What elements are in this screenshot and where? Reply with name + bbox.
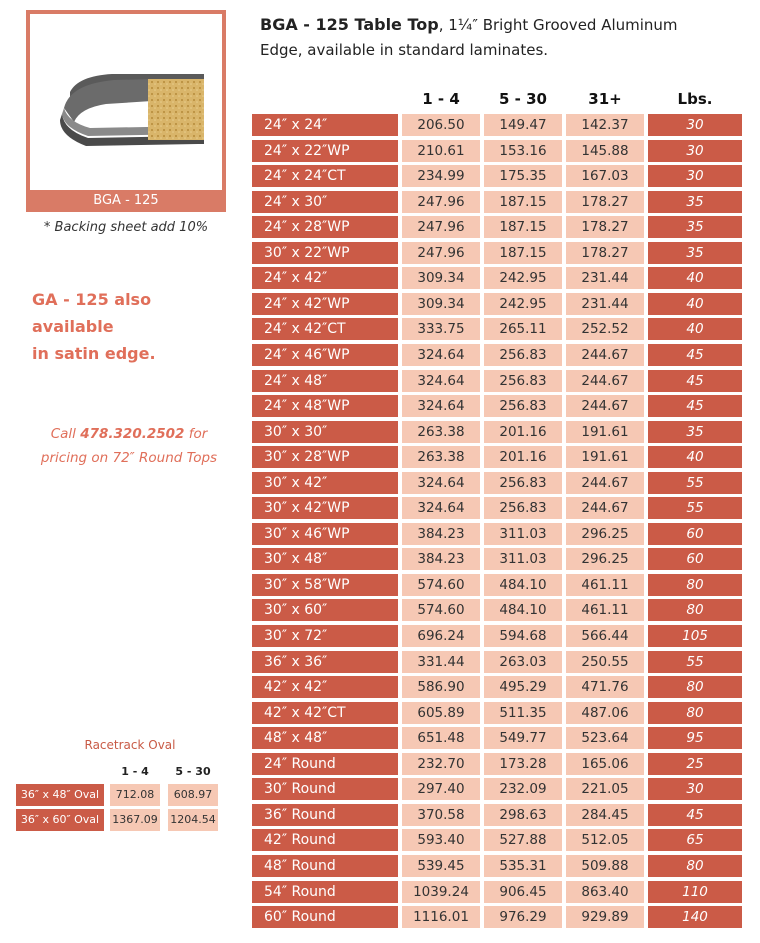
row-size-label: 24″ x 42″WP: [252, 293, 398, 315]
price-1-4: 593.40: [402, 829, 480, 851]
weight-lbs: 80: [648, 702, 742, 724]
row-size-label: 30″ x 30″: [252, 421, 398, 443]
price-1-4: 1039.24: [402, 881, 480, 903]
row-size-label: 24″ x 46″WP: [252, 344, 398, 366]
price-31plus: 461.11: [566, 574, 644, 596]
price-5-30: 242.95: [484, 293, 562, 315]
row-size-label: 36″ Round: [252, 804, 398, 826]
price-5-30: 173.28: [484, 753, 562, 775]
price-31plus: 178.27: [566, 216, 644, 238]
price-5-30: 149.47: [484, 114, 562, 136]
price-5-30: 153.16: [484, 140, 562, 162]
price-31plus: 244.67: [566, 472, 644, 494]
row-size-label: 24″ x 24″CT: [252, 165, 398, 187]
row-size-label: 48″ Round: [252, 855, 398, 877]
price-1-4: 333.75: [402, 318, 480, 340]
call-note-line1: [24, 422, 234, 446]
weight-lbs: 30: [648, 165, 742, 187]
price-1-4: 574.60: [402, 599, 480, 621]
price-31plus: 863.40: [566, 881, 644, 903]
price-31plus: 244.67: [566, 344, 644, 366]
row-size-label: 24″ x 48″: [252, 370, 398, 392]
price-5-30: 311.03: [484, 548, 562, 570]
price-5-30: 256.83: [484, 472, 562, 494]
price-31plus: 191.61: [566, 446, 644, 468]
col-head-31plus: 31+: [588, 90, 622, 108]
price-5-30: 511.35: [484, 702, 562, 724]
weight-lbs: 80: [648, 599, 742, 621]
price-5-30: 535.31: [484, 855, 562, 877]
price-1-4: 309.34: [402, 293, 480, 315]
product-image: [30, 14, 222, 190]
weight-lbs: 105: [648, 625, 742, 647]
price-31plus: 250.55: [566, 651, 644, 673]
price-1-4: 297.40: [402, 778, 480, 800]
oval-col-head: 1 - 4: [121, 765, 149, 778]
price-31plus: 231.44: [566, 267, 644, 289]
satin-note-line1: GA - 125 also available: [32, 290, 152, 336]
weight-lbs: 95: [648, 727, 742, 749]
price-31plus: 231.44: [566, 293, 644, 315]
row-size-label: 30″ x 22″WP: [252, 242, 398, 264]
title-bold: BGA - 125 Table Top: [260, 15, 439, 34]
page-title: [260, 12, 740, 63]
price-5-30: 201.16: [484, 421, 562, 443]
weight-lbs: 110: [648, 881, 742, 903]
price-5-30: 263.03: [484, 651, 562, 673]
col-head-lbs: Lbs.: [677, 90, 713, 108]
weight-lbs: 60: [648, 523, 742, 545]
call-prefix: Call: [50, 426, 81, 442]
weight-lbs: 40: [648, 318, 742, 340]
weight-lbs: 45: [648, 344, 742, 366]
price-5-30: 527.88: [484, 829, 562, 851]
price-1-4: 605.89: [402, 702, 480, 724]
price-5-30: 256.83: [484, 497, 562, 519]
price-31plus: 471.76: [566, 676, 644, 698]
price-31plus: 178.27: [566, 191, 644, 213]
price-31plus: 566.44: [566, 625, 644, 647]
row-size-label: 42″ x 42″CT: [252, 702, 398, 724]
price-1-4: 324.64: [402, 497, 480, 519]
price-1-4: 247.96: [402, 242, 480, 264]
weight-lbs: 40: [648, 267, 742, 289]
price-1-4: 331.44: [402, 651, 480, 673]
row-size-label: 24″ x 24″: [252, 114, 398, 136]
weight-lbs: 35: [648, 216, 742, 238]
call-note-line2: pricing on 72″ Round Tops: [40, 450, 218, 466]
product-caption: BGA - 125: [93, 193, 159, 208]
call-note: [24, 422, 234, 470]
price-1-4: 384.23: [402, 548, 480, 570]
price-1-4: 384.23: [402, 523, 480, 545]
oval-size-label: 36″ x 48″ Oval: [16, 784, 104, 806]
price-31plus: 929.89: [566, 906, 644, 928]
price-5-30: 484.10: [484, 599, 562, 621]
price-1-4: 324.64: [402, 370, 480, 392]
price-31plus: 252.52: [566, 318, 644, 340]
price-5-30: 187.15: [484, 191, 562, 213]
price-31plus: 244.67: [566, 497, 644, 519]
oval-price-5-30: 608.97: [168, 784, 218, 806]
price-5-30: 256.83: [484, 344, 562, 366]
satin-note-line2: in satin edge.: [32, 344, 156, 363]
call-suffix: for: [184, 426, 208, 442]
row-size-label: 42″ Round: [252, 829, 398, 851]
oval-price-1-4: 712.08: [110, 784, 160, 806]
weight-lbs: 55: [648, 651, 742, 673]
weight-lbs: 55: [648, 472, 742, 494]
price-5-30: 175.35: [484, 165, 562, 187]
price-5-30: 187.15: [484, 242, 562, 264]
title-line2: Edge, available in standard laminates.: [260, 41, 549, 59]
price-1-4: 206.50: [402, 114, 480, 136]
oval-price-1-4: 1367.09: [110, 809, 160, 831]
row-size-label: 42″ x 42″: [252, 676, 398, 698]
price-31plus: 145.88: [566, 140, 644, 162]
row-size-label: 54″ Round: [252, 881, 398, 903]
price-5-30: 311.03: [484, 523, 562, 545]
weight-lbs: 65: [648, 829, 742, 851]
price-1-4: 309.34: [402, 267, 480, 289]
weight-lbs: 45: [648, 804, 742, 826]
oval-title: Racetrack Oval: [84, 738, 176, 752]
price-1-4: 247.96: [402, 191, 480, 213]
price-5-30: 201.16: [484, 446, 562, 468]
row-size-label: 24″ x 42″: [252, 267, 398, 289]
weight-lbs: 35: [648, 421, 742, 443]
row-size-label: 30″ x 48″: [252, 548, 398, 570]
weight-lbs: 45: [648, 395, 742, 417]
price-5-30: 242.95: [484, 267, 562, 289]
weight-lbs: 45: [648, 370, 742, 392]
row-size-label: 24″ x 28″WP: [252, 216, 398, 238]
row-size-label: 24″ x 30″: [252, 191, 398, 213]
price-31plus: 244.67: [566, 370, 644, 392]
price-31plus: 178.27: [566, 242, 644, 264]
price-5-30: 484.10: [484, 574, 562, 596]
price-31plus: 523.64: [566, 727, 644, 749]
weight-lbs: 80: [648, 574, 742, 596]
weight-lbs: 60: [648, 548, 742, 570]
weight-lbs: 40: [648, 293, 742, 315]
weight-lbs: 55: [648, 497, 742, 519]
price-1-4: 1116.01: [402, 906, 480, 928]
price-1-4: 574.60: [402, 574, 480, 596]
price-1-4: 263.38: [402, 421, 480, 443]
weight-lbs: 40: [648, 446, 742, 468]
row-size-label: 36″ x 36″: [252, 651, 398, 673]
price-1-4: 232.70: [402, 753, 480, 775]
row-size-label: 30″ x 72″: [252, 625, 398, 647]
weight-lbs: 30: [648, 114, 742, 136]
row-size-label: 30″ x 28″WP: [252, 446, 398, 468]
price-31plus: 142.37: [566, 114, 644, 136]
price-5-30: 187.15: [484, 216, 562, 238]
weight-lbs: 80: [648, 676, 742, 698]
price-31plus: 221.05: [566, 778, 644, 800]
price-1-4: 247.96: [402, 216, 480, 238]
price-1-4: 210.61: [402, 140, 480, 162]
price-5-30: 256.83: [484, 395, 562, 417]
oval-size-label: 36″ x 60″ Oval: [16, 809, 104, 831]
weight-lbs: 25: [648, 753, 742, 775]
row-size-label: 30″ Round: [252, 778, 398, 800]
price-5-30: 976.29: [484, 906, 562, 928]
backing-note: * Backing sheet add 10%: [43, 220, 209, 235]
weight-lbs: 35: [648, 242, 742, 264]
row-size-label: 30″ x 42″: [252, 472, 398, 494]
col-head-5-30: 5 - 30: [499, 90, 547, 108]
weight-lbs: 35: [648, 191, 742, 213]
row-size-label: 30″ x 42″WP: [252, 497, 398, 519]
tabletop-sample-icon: [30, 14, 222, 190]
price-1-4: 370.58: [402, 804, 480, 826]
price-31plus: 461.11: [566, 599, 644, 621]
price-31plus: 296.25: [566, 548, 644, 570]
price-31plus: 487.06: [566, 702, 644, 724]
price-31plus: 284.45: [566, 804, 644, 826]
price-5-30: 549.77: [484, 727, 562, 749]
price-31plus: 296.25: [566, 523, 644, 545]
price-31plus: 165.06: [566, 753, 644, 775]
weight-lbs: 30: [648, 778, 742, 800]
price-31plus: 509.88: [566, 855, 644, 877]
row-size-label: 24″ x 48″WP: [252, 395, 398, 417]
oval-col-head: 5 - 30: [175, 765, 211, 778]
title-rest: , 1¼″ Bright Grooved Aluminum: [438, 16, 678, 34]
weight-lbs: 80: [648, 855, 742, 877]
price-1-4: 586.90: [402, 676, 480, 698]
row-size-label: 30″ x 46″WP: [252, 523, 398, 545]
col-head-1-4: 1 - 4: [422, 90, 460, 108]
price-5-30: 594.68: [484, 625, 562, 647]
price-1-4: 263.38: [402, 446, 480, 468]
price-31plus: 244.67: [566, 395, 644, 417]
price-5-30: 495.29: [484, 676, 562, 698]
price-31plus: 167.03: [566, 165, 644, 187]
price-1-4: 324.64: [402, 395, 480, 417]
product-card: [26, 10, 226, 212]
price-5-30: 298.63: [484, 804, 562, 826]
row-size-label: 24″ Round: [252, 753, 398, 775]
price-5-30: 265.11: [484, 318, 562, 340]
row-size-label: 60″ Round: [252, 906, 398, 928]
price-31plus: 191.61: [566, 421, 644, 443]
price-1-4: 539.45: [402, 855, 480, 877]
row-size-label: 30″ x 60″: [252, 599, 398, 621]
weight-lbs: 140: [648, 906, 742, 928]
oval-price-5-30: 1204.54: [168, 809, 218, 831]
price-5-30: 256.83: [484, 370, 562, 392]
row-size-label: 48″ x 48″: [252, 727, 398, 749]
price-1-4: 696.24: [402, 625, 480, 647]
price-1-4: 324.64: [402, 344, 480, 366]
price-5-30: 906.45: [484, 881, 562, 903]
price-1-4: 234.99: [402, 165, 480, 187]
phone-number[interactable]: 478.320.2502: [80, 426, 185, 442]
row-size-label: 24″ x 22″WP: [252, 140, 398, 162]
price-1-4: 324.64: [402, 472, 480, 494]
price-1-4: 651.48: [402, 727, 480, 749]
price-5-30: 232.09: [484, 778, 562, 800]
satin-edge-note: [32, 286, 232, 367]
price-31plus: 512.05: [566, 829, 644, 851]
row-size-label: 30″ x 58″WP: [252, 574, 398, 596]
row-size-label: 24″ x 42″CT: [252, 318, 398, 340]
weight-lbs: 30: [648, 140, 742, 162]
